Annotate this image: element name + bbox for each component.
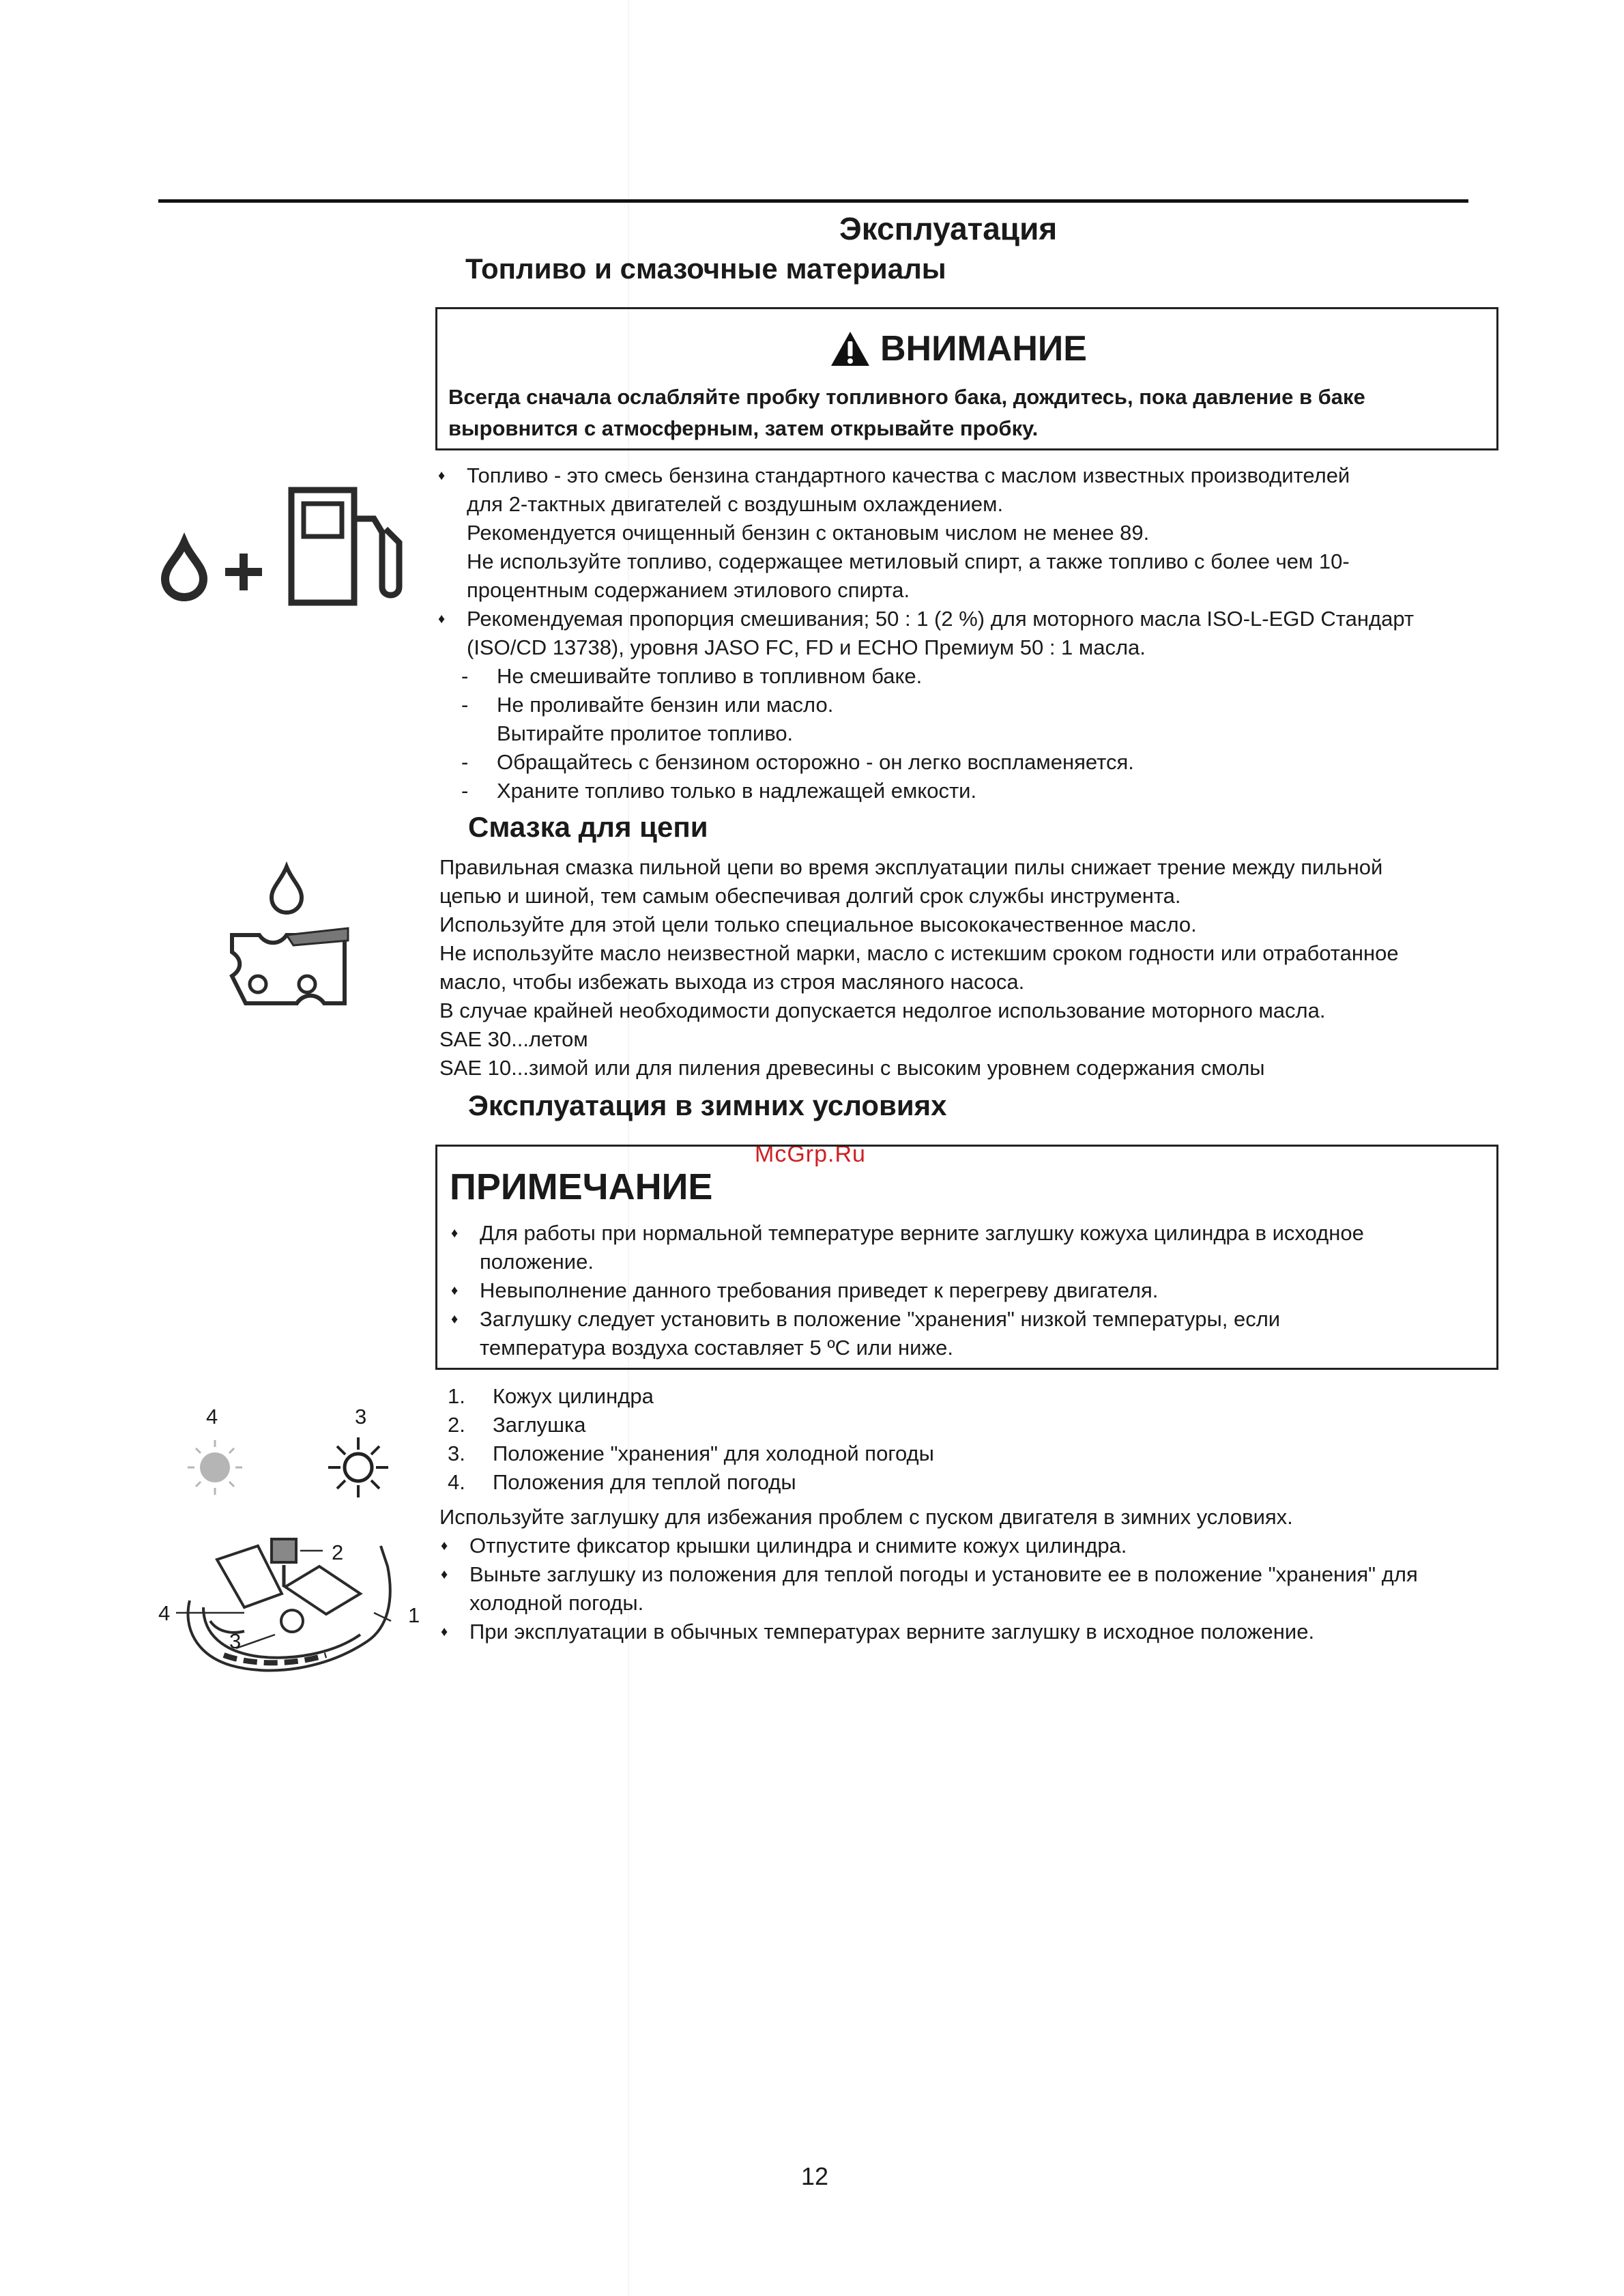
paragraph-line: Используйте для этой цели только специальное высококачественное масло. xyxy=(439,913,1197,936)
callout-4: 4 xyxy=(158,1601,171,1625)
paragraph-line: В случае крайней необходимости допускается недолгое использование моторного масла. xyxy=(439,999,1326,1022)
paragraph-line: SAE 10...зимой или для пиления древесины с высоким уровнем содержания смолы xyxy=(439,1056,1265,1080)
oil-drop-icon xyxy=(165,543,203,597)
list-item: температура воздуха составляет 5 ºC или ниже. xyxy=(480,1336,954,1360)
label-cold: 3 xyxy=(355,1405,367,1429)
list-item: ♦ При эксплуатации в обычных температурах верните заглушку в исходное положение. xyxy=(439,1618,1504,1646)
paragraph-line: масло, чтобы избежать выхода из строя масляного насоса. xyxy=(439,970,1025,994)
section-heading-winter: Эксплуатация в зимних условиях xyxy=(468,1089,947,1121)
fuel-pump-icon xyxy=(291,490,399,603)
bullet-icon: ♦ xyxy=(441,1567,448,1582)
paragraph-line: цепью и шиной, тем самым обеспечивая долгий срок службы инструмента. xyxy=(439,884,1181,908)
list-item: положение. xyxy=(480,1250,594,1274)
list-item: - Не смешивайте топливо в топливном баке. xyxy=(437,662,1501,691)
sun-icon xyxy=(188,1440,242,1495)
plus-icon xyxy=(225,554,262,590)
list-item: (ISO/CD 13738), уровня JASO FC, FD и ECHO Премиум 50 : 1 масла. xyxy=(467,635,1146,659)
oil-drop-icon xyxy=(272,867,302,913)
label-warm: 4 xyxy=(206,1405,218,1429)
page-number: 12 xyxy=(801,2162,829,2190)
note-box xyxy=(435,1145,1498,1370)
list-item: - Не проливайте бензин или масло. xyxy=(437,691,1501,719)
chain-text xyxy=(439,853,1504,1082)
paragraph-line: Используйте заглушку для избежания проблем с пуском двигателя в зимних условиях. xyxy=(439,1505,1293,1529)
callout-1: 1 xyxy=(408,1603,420,1627)
fuel-instructions xyxy=(437,461,1501,805)
note-list xyxy=(450,1219,1487,1362)
season-icons xyxy=(184,1433,416,1508)
dash-marker: - xyxy=(461,750,469,774)
paragraph-line: Правильная смазка пильной цепи во время эксплуатации пилы снижает трение между пильной xyxy=(439,855,1383,879)
callout-3: 3 xyxy=(229,1629,242,1653)
list-item: ♦ Отпустите фиксатор крышки цилиндра и снимите кожух цилиндра. xyxy=(439,1532,1504,1560)
parts-list xyxy=(448,1382,1403,1497)
page-title: Эксплуатация xyxy=(839,211,1058,246)
list-item: 3. Положение "хранения" для холодной погоды xyxy=(448,1441,934,1465)
bullet-icon: ♦ xyxy=(441,1538,448,1553)
warning-line: выровнится с атмосферным, затем открывайте пробку. xyxy=(448,416,1039,440)
warning-triangle-icon xyxy=(830,330,871,367)
list-item: процентным содержанием этилового спирта. xyxy=(467,578,910,602)
callout-2: 2 xyxy=(332,1540,344,1564)
watermark-text: McGrp.Ru xyxy=(755,1141,866,1167)
dash-marker: - xyxy=(461,779,469,803)
fuel-mix-illustration xyxy=(157,478,416,614)
warning-text xyxy=(448,382,1365,444)
list-item: холодной погоды. xyxy=(469,1591,644,1615)
list-item: ♦ Для работы при нормальной температуре верните заглушку кожуха цилиндра в исходное xyxy=(450,1219,1487,1248)
saw-chain-link-icon xyxy=(232,928,348,1003)
bullet-icon: ♦ xyxy=(441,1624,448,1639)
list-item: Рекомендуется очищенный бензин с октановым числом не менее 89. xyxy=(467,521,1150,545)
header-rule xyxy=(158,199,1468,203)
snowflake-icon xyxy=(328,1437,388,1497)
cylinder-cover-drawing xyxy=(188,1539,390,1670)
bullet-icon: ♦ xyxy=(438,612,446,627)
list-item: 4. Положения для теплой погоды xyxy=(448,1470,796,1494)
paragraph-line: Не используйте масло неизвестной марки, масло с истекшим сроком годности или отработанное xyxy=(439,941,1399,965)
list-item: Не используйте топливо, содержащее метиловый спирт, а также топливо с более чем 10- xyxy=(467,549,1350,573)
chain-oil-illustration xyxy=(218,860,355,1024)
list-item: для 2-тактных двигателей с воздушным охлаждением. xyxy=(467,492,1004,516)
list-item: - Храните топливо только в надлежащей емкости. xyxy=(437,777,1501,805)
section-heading-chain: Смазка для цепи xyxy=(468,811,708,843)
dash-marker: - xyxy=(461,693,469,717)
bullet-icon: ♦ xyxy=(451,1226,459,1241)
list-item: ♦ Выньте заглушку из положения для теплой погоды и установите ее в положение "хранения" для xyxy=(439,1560,1504,1589)
list-item: ♦ Рекомендуемая пропорция смешивания; 50 : 1 (2 %) для моторного масла ISO-L-EGD Стандарт xyxy=(437,605,1501,633)
bullet-icon: ♦ xyxy=(451,1312,459,1327)
list-item: ♦ Невыполнение данного требования приведет к перегреву двигателя. xyxy=(450,1276,1487,1305)
paragraph-line: SAE 30...летом xyxy=(439,1027,588,1051)
bullet-icon: ♦ xyxy=(438,468,446,483)
warning-title: ВНИМАНИЕ xyxy=(880,329,1087,369)
winter-steps xyxy=(439,1503,1504,1646)
cylinder-cover-diagram xyxy=(156,1519,442,1696)
list-item: - Обращайтесь с бензином осторожно - он легко воспламеняется. xyxy=(437,748,1501,777)
list-item: ♦ Топливо - это смесь бензина стандартного качества с маслом известных производителей xyxy=(437,461,1501,490)
warning-heading xyxy=(830,328,1087,369)
list-item: 1. Кожух цилиндра xyxy=(448,1384,654,1408)
bullet-icon: ♦ xyxy=(451,1283,459,1298)
warning-line: Всегда сначала ослабляйте пробку топливного бака, дождитесь, пока давление в баке xyxy=(448,385,1365,409)
section-heading-fuel: Топливо и смазочные материалы xyxy=(465,253,946,285)
warning-box xyxy=(435,307,1498,450)
note-title: ПРИМЕЧАНИЕ xyxy=(450,1166,713,1207)
list-item: Вытирайте пролитое топливо. xyxy=(497,721,794,745)
list-item: 2. Заглушка xyxy=(448,1413,586,1437)
dash-marker: - xyxy=(461,664,469,688)
list-item: ♦ Заглушку следует установить в положение "хранения" низкой температуры, если xyxy=(450,1305,1487,1334)
